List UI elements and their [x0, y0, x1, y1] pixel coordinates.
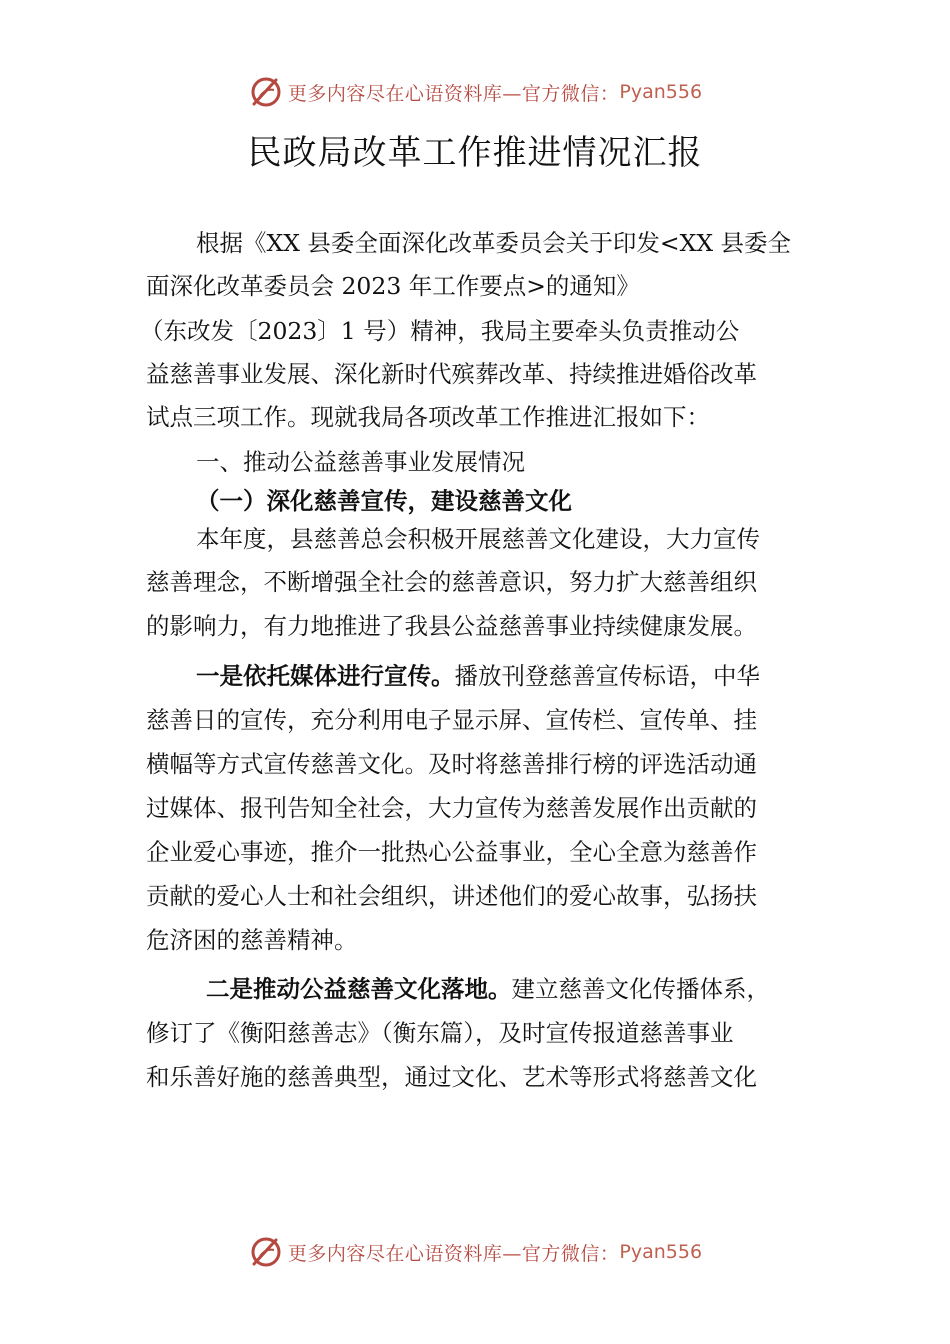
watermark-id: Pyan556 [619, 81, 703, 103]
paragraph-line: 慈善理念，不断增强全社会的慈善意识，努力扩大慈善组织 [146, 568, 757, 596]
paragraph-line: 企业爱心事迹，推介一批热心公益事业，全心全意为慈善作 [146, 838, 757, 866]
subsection-heading: （一）深化慈善宣传，建设慈善文化 [196, 487, 572, 515]
paragraph-line: 益慈善事业发展、深化新时代殡葬改革、持续推进婚俗改革 [146, 360, 757, 388]
paragraph-line: 慈善日的宣传，充分利用电子显示屏、宣传栏、宣传单、挂 [146, 706, 757, 734]
brush-logo-icon [248, 74, 284, 110]
watermark-banner-bottom [0, 1232, 950, 1272]
paragraph-line: 贡献的爱心人士和社会组织，讲述他们的爱心故事，弘扬扶 [146, 882, 757, 910]
paragraph-line: 根据《XX 县委全面深化改革委员会关于印发<XX 县委全 [196, 229, 792, 257]
watermark-banner-top [0, 72, 950, 112]
line-text: 建立慈善文化传播体系， [511, 975, 770, 1003]
paragraph-line: 危济困的慈善精神。 [146, 926, 358, 954]
line-text: 播放刊登慈善宣传标语，中华 [454, 662, 760, 690]
lead-phrase: 二是推动公益慈善文化落地。 [206, 975, 512, 1003]
paragraph-line: 过媒体、报刊告知全社会，大力宣传为慈善发展作出贡献的 [146, 794, 757, 822]
paragraph-line: 和乐善好施的慈善典型，通过文化、艺术等形式将慈善文化 [146, 1063, 757, 1091]
paragraph-line: 试点三项工作。现就我局各项改革工作推进汇报如下： [146, 403, 710, 431]
watermark-text: 更多内容尽在心语资料库—官方微信： [287, 82, 620, 105]
paragraph-line: 横幅等方式宣传慈善文化。及时将慈善排行榜的评选活动通 [146, 750, 757, 778]
paragraph-line [206, 970, 770, 1004]
paragraph-line: 的影响力，有力地推进了我县公益慈善事业持续健康发展。 [146, 612, 757, 640]
document-title: 民政局改革工作推进情况汇报 [247, 133, 703, 173]
paragraph-line: （东改发〔2023〕1 号）精神，我局主要牵头负责推动公 [140, 317, 740, 345]
lead-phrase: 一是依托媒体进行宣传。 [196, 662, 455, 690]
paragraph-line: 面深化改革委员会 2023 年工作要点>的通知》 [146, 272, 640, 300]
brush-logo-icon [248, 1234, 284, 1270]
paragraph-line [196, 657, 760, 691]
paragraph-line: 本年度，县慈善总会积极开展慈善文化建设，大力宣传 [196, 525, 760, 553]
paragraph-line: 修订了《衡阳慈善志》（衡东篇），及时宣传报道慈善事业 [146, 1019, 734, 1047]
watermark-id: Pyan556 [619, 1241, 703, 1263]
watermark-text: 更多内容尽在心语资料库—官方微信： [287, 1242, 620, 1265]
section-heading: 一、推动公益慈善事业发展情况 [196, 448, 525, 476]
